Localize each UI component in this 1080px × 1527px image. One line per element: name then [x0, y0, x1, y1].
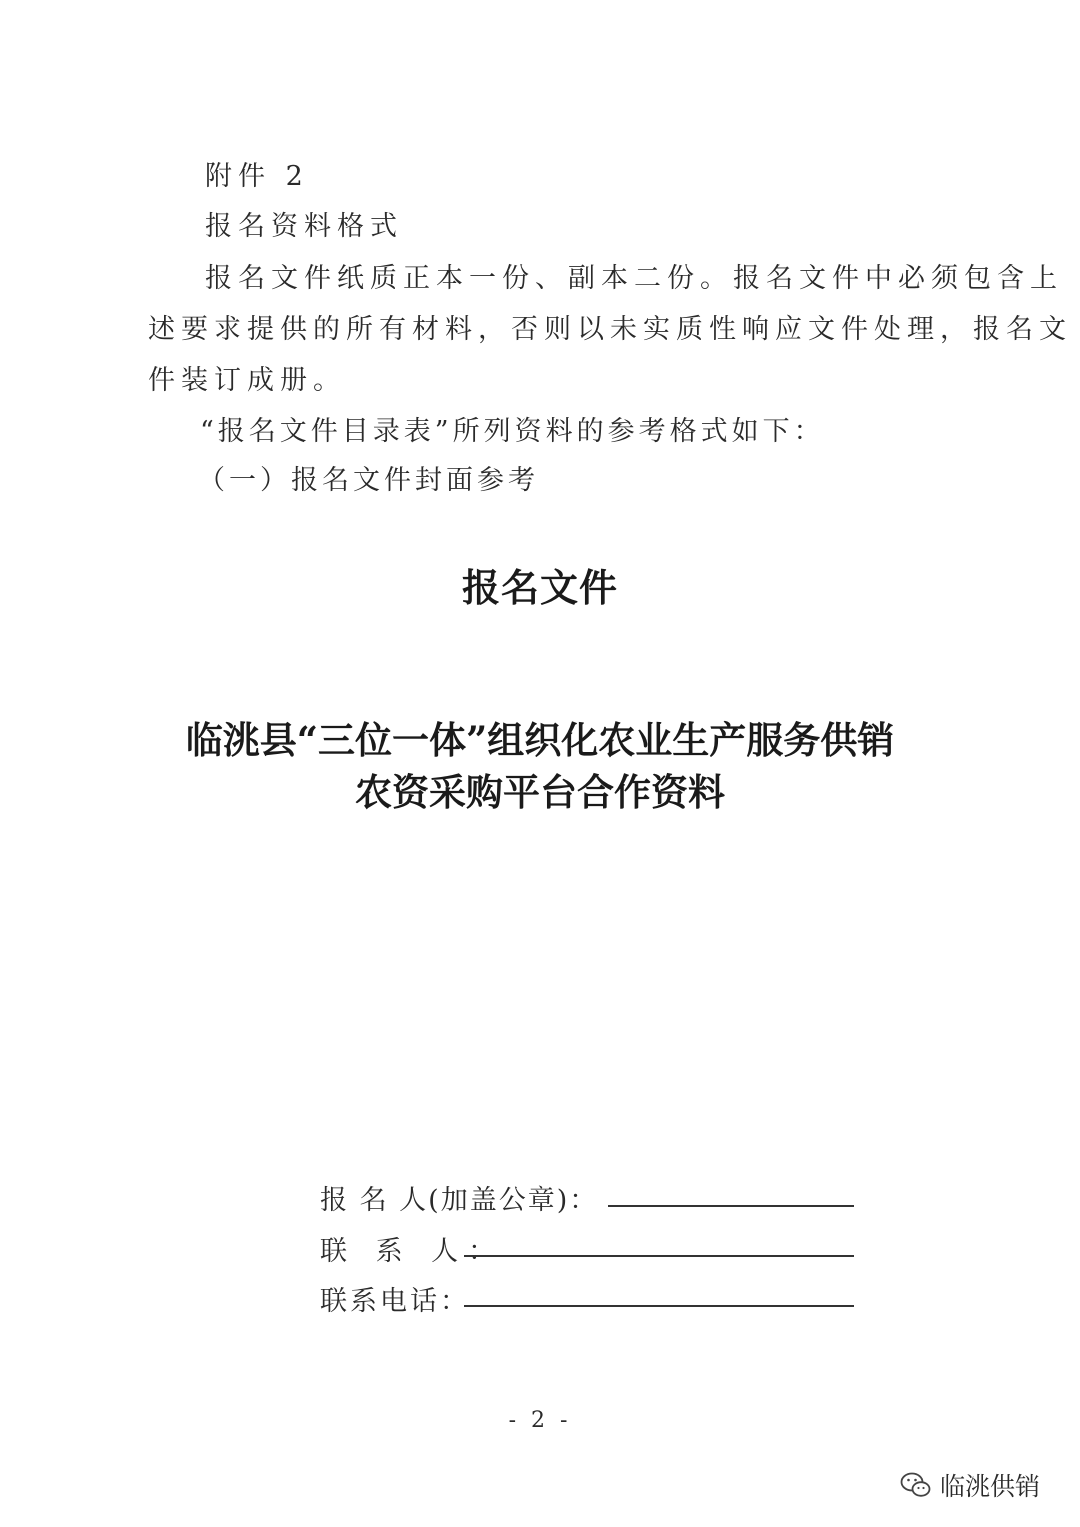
- contact-label: 联 系 人：: [320, 1236, 506, 1267]
- section-title: 报名资料格式: [205, 211, 403, 242]
- contact-line: [464, 1255, 854, 1257]
- cover-heading: 报名文件: [461, 565, 618, 610]
- item1: （一）报名文件封面参考: [198, 465, 539, 496]
- applicant-line: [608, 1205, 854, 1207]
- watermark: [900, 1467, 1040, 1503]
- paragraph1-line2: 述要求提供的所有材料，否则以未实质性响应文件处理，报名文: [148, 314, 1072, 345]
- wechat-icon: [900, 1471, 932, 1499]
- cover-title-line1: 临洮县“三位一体”组织化农业生产服务供销: [185, 718, 895, 762]
- cover-title-line2: 农资采购平台合作资料: [355, 770, 725, 814]
- paragraph1-line3: 件装订成册。: [148, 365, 346, 396]
- phone-line: [464, 1305, 854, 1307]
- applicant-label: 报 名 人(加盖公章)：: [320, 1185, 599, 1216]
- phone-label: 联系电话：: [320, 1286, 470, 1317]
- attachment-label: 附件 2: [205, 161, 309, 192]
- page-number: - 2 -: [508, 1408, 572, 1433]
- watermark-text: 临洮供销: [940, 1472, 1041, 1501]
- paragraph2: “报名文件目录表”所列资料的参考格式如下：: [200, 416, 825, 447]
- paragraph1-line1: 报名文件纸质正本一份、副本二份。报名文件中必须包含上: [205, 263, 1063, 294]
